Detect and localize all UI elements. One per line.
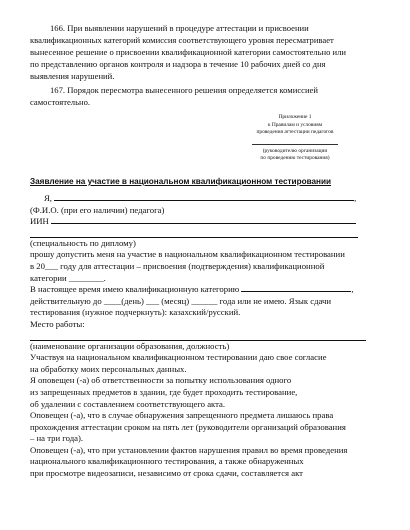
rule-167-line: самостоятельно. (30, 97, 91, 107)
warned-line: из запрещенных предметов в здании, где будет проходить тестирование, (30, 386, 298, 397)
violations-line: Оповещен (-а), что при установлении фактов нарушения правил во время проведения (30, 444, 348, 455)
org-hint: (наименование организации образования, должность) (30, 340, 230, 351)
appendix-line: по проведению тестирования) (260, 155, 330, 162)
current-category-suffix: , (351, 284, 354, 295)
appendix-divider (252, 144, 338, 147)
language-line: тестирования (нужное подчеркнуть): казахский/русский. (30, 307, 241, 318)
valid-until: действительную до ____(день) ___ (месяц) ______ года или не имею. Язык сдачи (30, 295, 332, 306)
rule-166 (30, 22, 380, 82)
violations-line: при просмотре видеозаписи, независимо от срока сдачи, составляется акт (30, 468, 303, 479)
rule-166-line: выявления нарушений. (30, 71, 115, 81)
workplace-label: Место работы: (30, 318, 85, 329)
appendix-header (236, 114, 354, 163)
request-line: категории ________. (30, 272, 106, 283)
current-category-field[interactable] (241, 284, 354, 295)
specialty-field[interactable] (30, 228, 358, 238)
i-prefix: Я, (44, 193, 52, 203)
name-row (30, 193, 385, 205)
iin-label: ИИН (30, 216, 49, 227)
appendix-line: Приложение 1 (278, 114, 312, 120)
appendix-line: к Правилам и условиям (267, 121, 323, 128)
current-category-row (30, 284, 385, 296)
appendix-line: (руководителю организации (262, 147, 328, 154)
consent-line: Участвуя на национальном квалификационном тестировании даю свое согласие (30, 352, 327, 363)
rule-166-line: по представлению органов контроля и надзора в течение 10 рабочих дней со дня (30, 59, 326, 69)
rule-167 (30, 84, 380, 108)
ban-line: – на три года). (30, 433, 84, 444)
iin-field[interactable] (51, 216, 356, 224)
request-line: в 20___ году для аттестации – присвоения (подтверждения) квалификационной (30, 260, 325, 271)
current-category-prefix: В настоящее время имею квалификационную категорию (30, 284, 240, 295)
consent-line: на обработку моих персональных данных. (30, 363, 187, 374)
rule-166-line: вынесенное решение о присвоении квалификационной категории самостоятельно или (30, 47, 347, 57)
workplace-field[interactable] (30, 331, 366, 341)
request-line: прошу допустить меня на участие в национальном квалификационном тестировании (30, 249, 345, 260)
iin-row (30, 216, 385, 228)
warned-line: об удалении с составлением соответствующего акта. (30, 398, 226, 409)
rule-166-line: квалификационных категорий комиссия соответствующего уровня пересматривает (30, 35, 334, 45)
i-suffix: , (354, 193, 357, 203)
violations-line: национального квалификационного тестирования, а также обнаруженных (30, 456, 304, 467)
rule-166-line: 166. При выявлении нарушений в процедуре аттестации и присвоении (50, 23, 309, 33)
form-body (30, 193, 385, 480)
form-title: Заявление на участие в национальном квалификационном тестировании (30, 177, 332, 186)
rule-167-line: 167. Порядок пересмотра вынесенного решения определяется комиссией (50, 85, 318, 95)
appendix-line: проведения аттестации педагогов (256, 129, 334, 136)
warned-line: Я оповещен (-а) об ответственности за попытку использования одного (30, 375, 292, 386)
specialty-hint: (специальность по диплому) (30, 237, 136, 248)
fio-hint: (Ф.И.О. (при его наличии) педагога) (30, 204, 165, 215)
ban-line: Оповещен (-а), что в случае обнаружения запрещенного предмета лишаюсь права (30, 410, 334, 421)
ban-line: прохождения аттестации сроком на пять лет (руководители организаций образования (30, 421, 346, 432)
name-field[interactable] (54, 193, 357, 203)
